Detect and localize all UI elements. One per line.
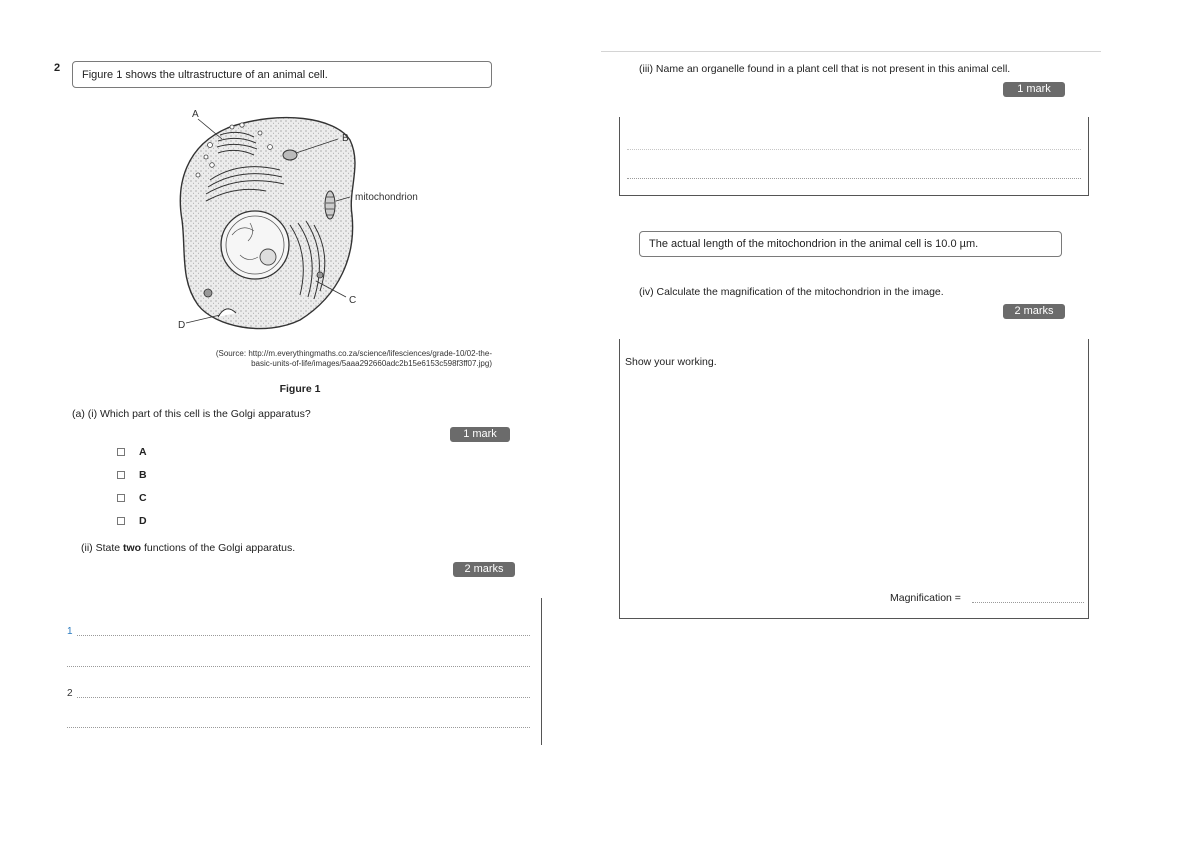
answer-area-border — [541, 598, 542, 745]
answer-line-iii-2[interactable] — [627, 178, 1081, 179]
checkbox-d[interactable] — [117, 517, 125, 525]
option-b-label: B — [139, 469, 147, 481]
answer-options — [117, 446, 147, 527]
info-box — [639, 231, 1062, 257]
source-line-1: (Source: http://m.everythingmaths.co.za/science/lifesciences/grade-10/02-the- — [215, 349, 492, 358]
label-mitochondrion: mitochondrion — [355, 192, 418, 203]
working-box[interactable] — [619, 339, 1089, 619]
option-b[interactable] — [117, 469, 147, 481]
nucleus — [221, 211, 289, 279]
marks-badge-a-i: 1 mark — [450, 427, 510, 442]
answer-number-1: 1 — [67, 626, 73, 637]
source-line-2: basic-units-of-life/images/5aaa292660adc2b15e6153c598f3ff07.jpg) — [251, 359, 492, 368]
option-c-label: C — [139, 492, 147, 504]
option-a[interactable] — [117, 446, 147, 458]
working-label: Show your working. — [625, 356, 717, 368]
option-d[interactable] — [117, 515, 147, 527]
organelle-b — [283, 150, 297, 160]
figure-caption: Figure 1 — [279, 383, 321, 395]
checkbox-c[interactable] — [117, 494, 125, 502]
intro-box — [72, 61, 492, 88]
question-iv: (iv) Calculate the magnification of the mitochondrion in the image. — [639, 286, 944, 298]
intro-text: Figure 1 shows the ultrastructure of an animal cell. — [82, 68, 328, 81]
marks-badge-iii: 1 mark — [1003, 82, 1065, 97]
answer-line-4[interactable] — [67, 727, 530, 728]
magnification-label: Magnification = — [890, 592, 961, 604]
option-c[interactable] — [117, 492, 147, 504]
question-a-ii: (ii) State two functions of the Golgi apparatus. — [81, 542, 296, 554]
checkbox-b[interactable] — [117, 471, 125, 479]
answer-box-iii[interactable] — [619, 117, 1089, 196]
option-d-label: D — [139, 515, 147, 527]
question-a-i: (a) (i) Which part of this cell is the Golgi apparatus? — [72, 408, 311, 420]
label-b: B — [342, 133, 349, 144]
label-a: A — [192, 109, 199, 120]
option-a-label: A — [139, 446, 147, 458]
info-text: The actual length of the mitochondrion in the animal cell is 10.0 µm. — [649, 238, 979, 250]
figure-source — [170, 349, 492, 369]
answer-line-3[interactable] — [77, 697, 530, 698]
checkbox-a[interactable] — [117, 448, 125, 456]
marks-badge-iv: 2 marks — [1003, 304, 1065, 319]
answer-line-iii-1[interactable] — [627, 149, 1081, 150]
nucleolus — [260, 249, 276, 265]
animal-cell-figure — [170, 105, 470, 340]
answer-line-2[interactable] — [67, 666, 530, 667]
marks-badge-a-ii: 2 marks — [453, 562, 515, 577]
label-d: D — [178, 320, 186, 331]
answer-line-1[interactable] — [77, 635, 530, 636]
mitochondrion — [325, 191, 335, 219]
page-top-rule — [601, 51, 1101, 52]
question-number: 2 — [54, 62, 61, 74]
magnification-answer-line[interactable] — [972, 602, 1084, 603]
answer-number-2: 2 — [67, 688, 73, 699]
question-iii: (iii) Name an organelle found in a plant cell that is not present in this animal cell. — [639, 63, 1011, 75]
label-c: C — [349, 295, 357, 306]
